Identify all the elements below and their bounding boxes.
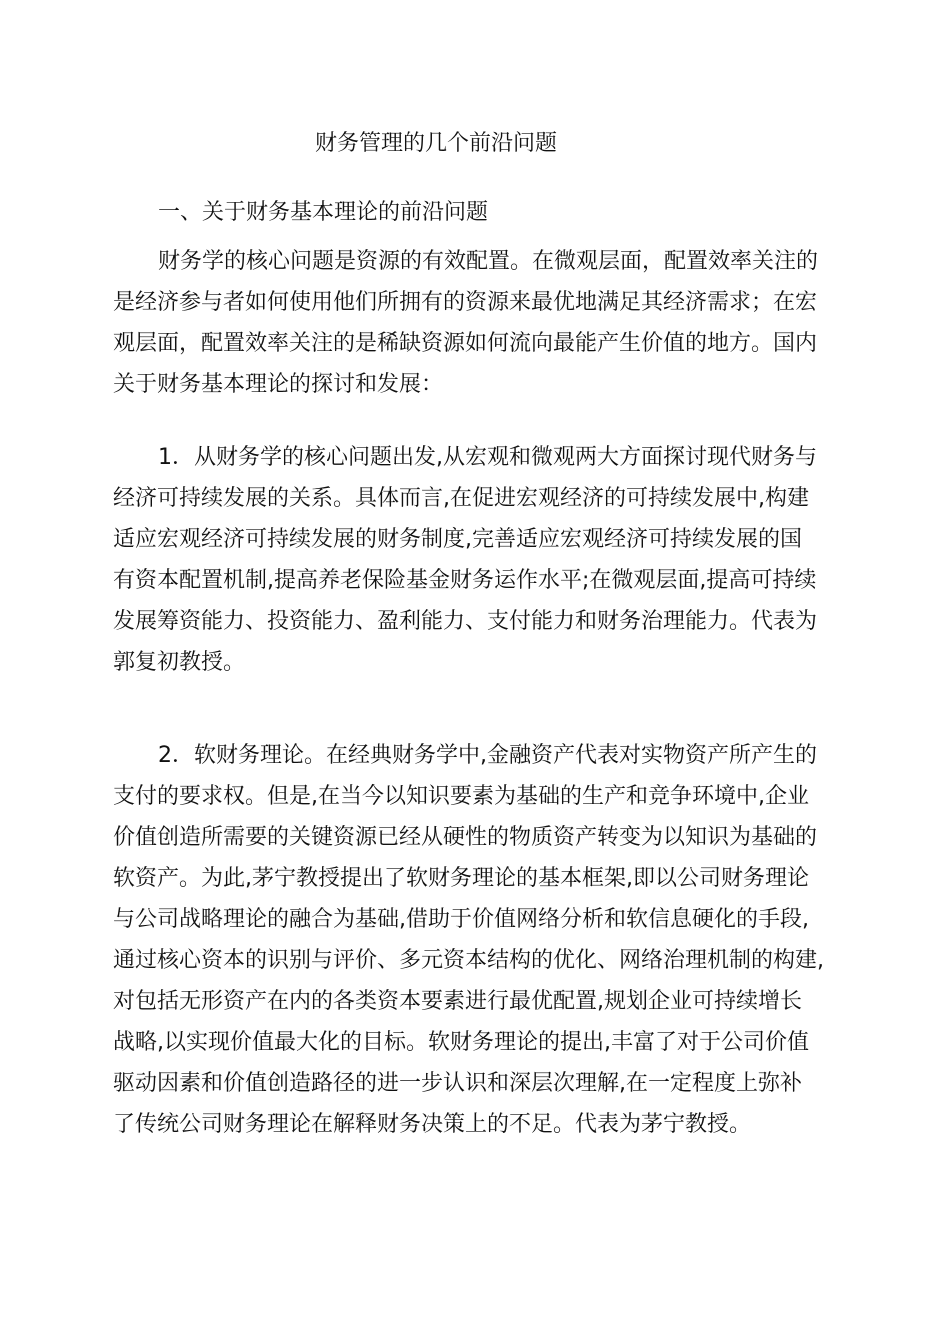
paragraph-line: 1．从财务学的核心问题出发,从宏观和微观两大方面探讨现代财务与 bbox=[158, 445, 817, 470]
paragraph-line: 财务学的核心问题是资源的有效配置。在微观层面，配置效率关注的 bbox=[158, 249, 819, 274]
paragraph-point-1 bbox=[113, 437, 837, 683]
paragraph-line: 是经济参与者如何使用他们所拥有的资源来最优地满足其经济需求；在宏 bbox=[113, 290, 818, 315]
paragraph-line: 观层面，配置效率关注的是稀缺资源如何流向最能产生价值的地方。国内 bbox=[113, 331, 818, 356]
paragraph-line: 关于财务基本理论的探讨和发展： bbox=[113, 372, 444, 397]
paragraph-line: 发展筹资能力、投资能力、盈利能力、支付能力和财务治理能力。代表为 bbox=[113, 609, 818, 634]
paragraph-line: 适应宏观经济可持续发展的财务制度,完善适应宏观经济可持续发展的国 bbox=[113, 527, 802, 552]
paragraph-intro bbox=[113, 241, 837, 405]
paragraph-line: 驱动因素和价值创造路径的进一步认识和深层次理解,在一定程度上弥补 bbox=[113, 1071, 802, 1096]
paragraph-point-2 bbox=[113, 735, 837, 1145]
document-title: 财务管理的几个前沿问题 bbox=[314, 131, 557, 156]
paragraph-line: 通过核心资本的识别与评价、多元资本结构的优化、网络治理机制的构建, bbox=[113, 948, 824, 973]
paragraph-line: 战略,以实现价值最大化的目标。软财务理论的提出,丰富了对于公司价值 bbox=[113, 1030, 809, 1055]
paragraph-line: 对包括无形资产在内的各类资本要素进行最优配置,规划企业可持续增长 bbox=[113, 989, 802, 1014]
paragraph-line: 支付的要求权。但是,在当今以知识要素为基础的生产和竞争环境中,企业 bbox=[113, 784, 809, 809]
paragraph-line: 郭复初教授。 bbox=[113, 650, 246, 675]
paragraph-line: 与公司战略理论的融合为基础,借助于价值网络分析和软信息硬化的手段, bbox=[113, 907, 809, 932]
paragraph-line: 软资产。为此,茅宁教授提出了软财务理论的基本框架,即以公司财务理论 bbox=[113, 866, 809, 891]
paragraph-line: 有资本配置机制,提高养老保险基金财务运作水平;在微观层面,提高可持续 bbox=[113, 568, 817, 593]
paragraph-line: 2．软财务理论。在经典财务学中,金融资产代表对实物资产所产生的 bbox=[158, 743, 817, 768]
paragraph-line: 经济可持续发展的关系。具体而言,在促进宏观经济的可持续发展中,构建 bbox=[113, 486, 809, 511]
paragraph-line: 价值创造所需要的关键资源已经从硬性的物质资产转变为以知识为基础的 bbox=[113, 825, 818, 850]
section-heading: 一、关于财务基本理论的前沿问题 bbox=[158, 200, 489, 225]
paragraph-line: 了传统公司财务理论在解释财务决策上的不足。代表为茅宁教授。 bbox=[113, 1112, 752, 1137]
